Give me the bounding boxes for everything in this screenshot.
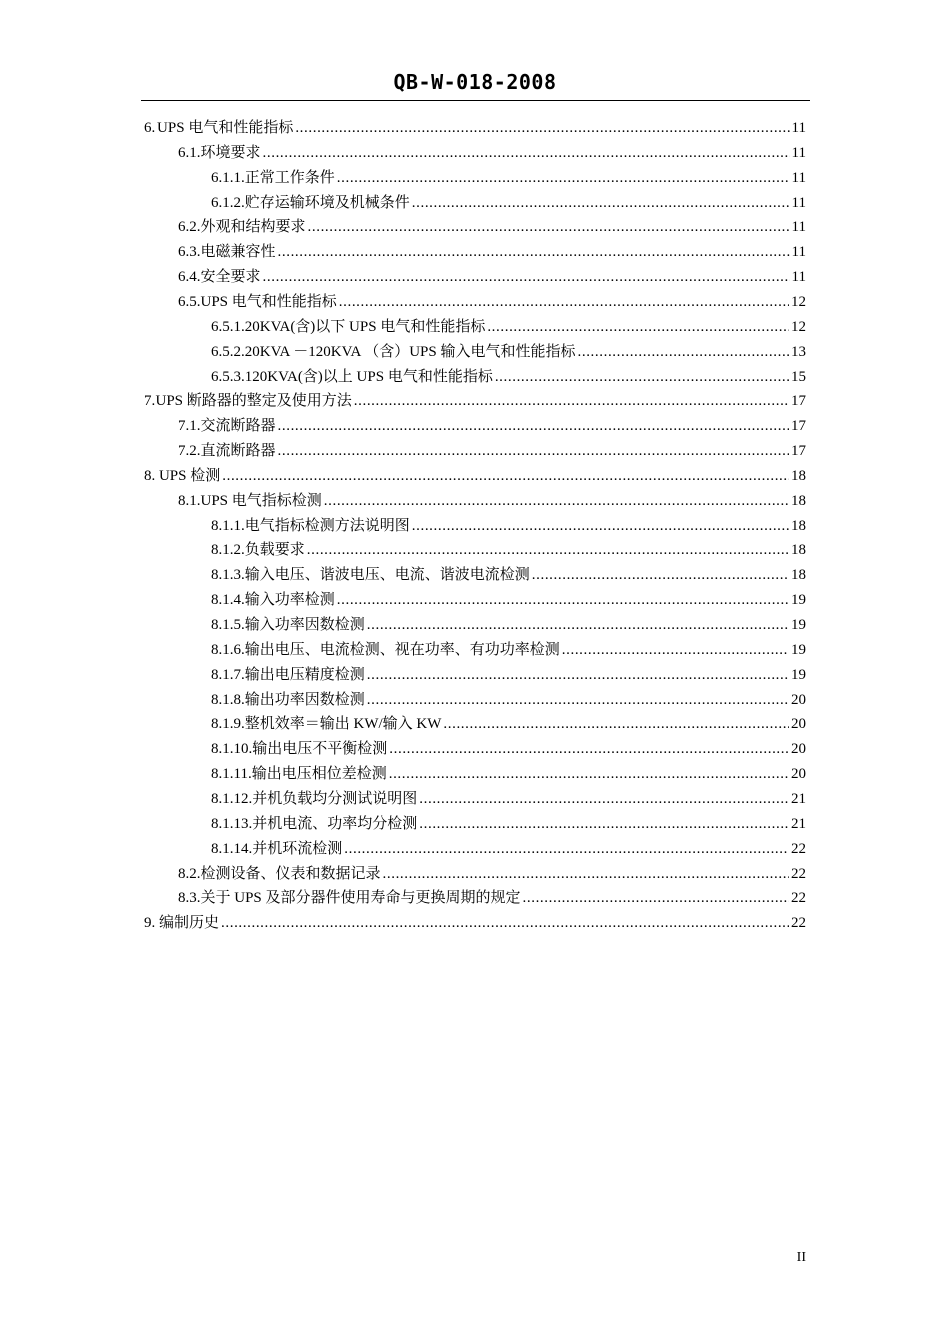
toc-entry-page: 22 <box>791 840 806 857</box>
toc-entry[interactable] <box>211 837 806 862</box>
toc-entry-number: 8.1.13. <box>211 815 253 832</box>
toc-entry[interactable] <box>178 265 806 290</box>
toc-entry-page: 20 <box>791 716 806 733</box>
toc-dot-leader <box>389 737 789 762</box>
toc-entry[interactable] <box>211 712 806 737</box>
toc-entry[interactable] <box>178 240 806 265</box>
toc-dot-leader <box>222 464 789 489</box>
toc-dot-leader <box>295 116 789 141</box>
toc-entry-page: 19 <box>791 666 806 683</box>
toc-entry-page: 19 <box>791 641 806 658</box>
toc-entry-title: 电磁兼容性 <box>200 244 276 261</box>
toc-entry-title: 并机环流检测 <box>252 840 343 857</box>
toc-entry-title: 输入电压、谐波电压、电流、谐波电流检测 <box>244 567 530 584</box>
toc-entry-page: 11 <box>791 144 806 161</box>
toc-entry-page: 11 <box>791 120 806 136</box>
toc-entry-page: 13 <box>791 343 806 360</box>
toc-dot-leader <box>337 588 789 613</box>
toc-dot-leader <box>308 215 790 240</box>
toc-entry-page: 15 <box>791 368 806 385</box>
toc-entry[interactable] <box>178 290 806 315</box>
toc-entry-number: 7.1. <box>178 418 201 435</box>
toc-entry-title: 交流断路器 <box>200 418 276 435</box>
toc-entry-title: UPS 电气和性能指标 <box>200 293 337 310</box>
toc-entry-title: 环境要求 <box>200 144 261 161</box>
toc-entry-title: 输出电压精度检测 <box>244 666 365 683</box>
toc-entry-number: 7.2. <box>178 443 201 460</box>
toc-entry-number: 8.1.5. <box>211 617 245 633</box>
toc-entry-number: 6.5.3. <box>211 368 245 385</box>
toc-entry-number: 8.1.8. <box>211 691 245 708</box>
toc-entry-number: 6.4. <box>178 269 201 286</box>
toc-entry-page: 11 <box>791 194 806 211</box>
toc-entry-page: 21 <box>791 790 806 807</box>
toc-entry-page: 17 <box>791 443 806 460</box>
toc-entry-number: 8.1.10. <box>211 741 253 758</box>
toc-dot-leader <box>412 191 790 216</box>
toc-entry[interactable] <box>144 464 806 489</box>
toc-entry-page: 22 <box>791 865 806 882</box>
toc-entry-title: 关于 UPS 及部分器件使用寿命与更换周期的规定 <box>200 890 521 907</box>
toc-entry[interactable] <box>144 116 806 141</box>
toc-dot-leader <box>383 862 789 887</box>
toc-entry-number: 6.1. <box>178 144 201 161</box>
toc-entry-number: 8.1.14. <box>211 840 253 857</box>
toc-entry-page: 19 <box>791 617 806 633</box>
toc-dot-leader <box>523 886 789 911</box>
toc-entry[interactable] <box>178 862 806 887</box>
toc-entry-number: 7. <box>144 393 156 410</box>
toc-dot-leader <box>278 414 789 439</box>
toc-dot-leader <box>337 166 790 191</box>
toc-entry-title: 检测设备、仪表和数据记录 <box>200 865 381 882</box>
toc-entry[interactable] <box>144 911 806 936</box>
toc-entry[interactable] <box>211 315 806 340</box>
toc-entry-number: 6.3. <box>178 244 201 261</box>
toc-entry-page: 11 <box>791 169 806 186</box>
toc-entry[interactable] <box>211 663 806 688</box>
toc-entry-title: 输入功率检测 <box>244 592 335 609</box>
toc-entry-title: 20KVA －120KVA （含）UPS 输入电气和性能指标 <box>244 343 576 360</box>
toc-entry-number: 6.2. <box>178 219 201 236</box>
toc-entry-page: 22 <box>791 890 806 907</box>
toc-dot-leader <box>487 315 789 340</box>
toc-entry-title: 输出电压相位差检测 <box>251 766 387 783</box>
toc-entry[interactable] <box>211 191 806 216</box>
toc-entry[interactable] <box>178 886 806 911</box>
toc-entry-title: 电气指标检测方法说明图 <box>244 517 410 534</box>
toc-entry[interactable] <box>211 812 806 837</box>
toc-entry[interactable] <box>211 688 806 713</box>
toc-entry-page: 12 <box>791 318 806 335</box>
toc-entry[interactable] <box>211 588 806 613</box>
toc-entry[interactable] <box>178 489 806 514</box>
toc-entry-number: 6.5. <box>178 293 201 310</box>
toc-entry-number: 6.5.1. <box>211 318 245 335</box>
toc-entry[interactable] <box>211 613 806 638</box>
toc-entry-page: 11 <box>791 269 806 286</box>
toc-entry-page: 20 <box>791 691 806 708</box>
toc-entry[interactable] <box>211 762 806 787</box>
toc-entry-number: 8. <box>144 467 156 484</box>
toc-dot-leader <box>278 240 790 265</box>
toc-dot-leader <box>443 712 789 737</box>
toc-entry-page: 12 <box>791 293 806 310</box>
toc-entry-title: 正常工作条件 <box>244 169 335 186</box>
toc-entry[interactable] <box>211 638 806 663</box>
toc-entry[interactable] <box>211 787 806 812</box>
toc-dot-leader <box>278 439 789 464</box>
document-code-header: QB-W-018-2008 <box>393 70 557 94</box>
toc-entry-title: 整机效率＝输出 KW/输入 KW <box>244 716 442 733</box>
toc-entry-title: 负载要求 <box>244 542 305 559</box>
toc-entry[interactable] <box>178 439 806 464</box>
toc-dot-leader <box>263 265 790 290</box>
toc-entry-number: 8.1.12. <box>211 790 253 807</box>
toc-entry[interactable] <box>211 365 806 390</box>
toc-dot-leader <box>495 365 789 390</box>
toc-entry-title: UPS 电气指标检测 <box>200 492 322 509</box>
toc-entry[interactable] <box>178 215 806 240</box>
toc-dot-leader <box>307 538 789 563</box>
toc-entry-page: 19 <box>791 592 806 609</box>
page-number: II <box>796 1250 806 1265</box>
toc-dot-leader <box>578 340 790 365</box>
toc-entry[interactable] <box>211 563 806 588</box>
toc-dot-leader <box>354 389 789 414</box>
toc-entry-number: 8.1.2. <box>211 542 245 559</box>
toc-entry[interactable] <box>211 737 806 762</box>
toc-entry-page: 17 <box>791 418 806 435</box>
toc-entry-page: 22 <box>791 915 806 932</box>
toc-dot-leader <box>419 787 789 812</box>
toc-entry-page: 18 <box>791 467 806 484</box>
toc-entry-page: 21 <box>791 815 806 832</box>
toc-entry-page: 18 <box>791 542 806 559</box>
toc-dot-leader <box>412 514 789 539</box>
toc-dot-leader <box>367 688 789 713</box>
toc-entry-number: 9. <box>144 915 156 932</box>
toc-entry[interactable] <box>211 166 806 191</box>
toc-entry-number: 8.1.3. <box>211 567 245 584</box>
toc-entry[interactable] <box>211 340 806 365</box>
toc-entry[interactable] <box>211 514 806 539</box>
toc-entry-number: 6. <box>144 120 156 136</box>
toc-dot-leader <box>562 638 789 663</box>
toc-entry-title: 输出电压、电流检测、视在功率、有功功率检测 <box>244 641 560 658</box>
toc-entry-title: 直流断路器 <box>200 443 276 460</box>
toc-entry-title: 输出功率因数检测 <box>244 691 365 708</box>
toc-entry-title: 编制历史 <box>159 915 220 932</box>
toc-entry-number: 8.2. <box>178 865 201 882</box>
toc-entry-title: UPS 电气和性能指标 <box>157 120 294 136</box>
toc-entry-page: 18 <box>791 492 806 509</box>
toc-entry-number: 8.1.1. <box>211 517 245 534</box>
toc-entry-number: 8.1.4. <box>211 592 245 609</box>
toc-entry-number: 8.3. <box>178 890 201 907</box>
toc-entry-title: 并机电流、功率均分检测 <box>252 815 418 832</box>
toc-dot-leader <box>367 663 789 688</box>
toc-entry-title: UPS 检测 <box>158 467 221 484</box>
toc-entry-page: 18 <box>791 567 806 584</box>
toc-dot-leader <box>324 489 789 514</box>
toc-entry-number: 8.1.9. <box>211 716 245 733</box>
toc-entry-number: 6.1.2. <box>211 194 245 211</box>
toc-entry-number: 6.5.2. <box>211 343 245 360</box>
toc-entry-title: 120KVA(含)以上 UPS 电气和性能指标 <box>244 368 493 385</box>
toc-dot-leader <box>263 141 790 166</box>
toc-entry-title: 并机负载均分测试说明图 <box>252 790 418 807</box>
toc-entry[interactable] <box>178 141 806 166</box>
toc-entry[interactable] <box>144 389 806 414</box>
toc-entry-page: 11 <box>791 219 806 236</box>
header-divider <box>141 100 810 101</box>
toc-entry-title: 贮存运输环境及机械条件 <box>244 194 410 211</box>
toc-entry-title: 安全要求 <box>200 269 261 286</box>
toc-entry-page: 11 <box>791 244 806 261</box>
toc-entry-page: 20 <box>791 741 806 758</box>
toc-dot-leader <box>419 812 789 837</box>
toc-entry-page: 17 <box>791 393 806 410</box>
toc-entry-title: 输入功率因数检测 <box>244 617 365 633</box>
toc-entry-number: 8.1.11. <box>211 766 252 783</box>
toc-entry-number: 8.1.7. <box>211 666 245 683</box>
toc-dot-leader <box>221 911 789 936</box>
toc-entry-number: 8.1. <box>178 492 201 509</box>
toc-dot-leader <box>339 290 789 315</box>
toc-entry[interactable] <box>211 538 806 563</box>
toc-entry-title: 20KVA(含)以下 UPS 电气和性能指标 <box>244 318 486 335</box>
toc-dot-leader <box>389 762 789 787</box>
toc-dot-leader <box>344 837 789 862</box>
toc-entry-title: 输出电压不平衡检测 <box>252 741 388 758</box>
toc-entry-title: 外观和结构要求 <box>200 219 306 236</box>
toc-entry[interactable] <box>178 414 806 439</box>
toc-entry-page: 20 <box>791 766 806 783</box>
toc-dot-leader <box>367 613 789 638</box>
toc-entry-number: 8.1.6. <box>211 641 245 658</box>
toc-entry-title: UPS 断路器的整定及使用方法 <box>155 393 352 410</box>
toc-entry-number: 6.1.1. <box>211 169 245 186</box>
toc-dot-leader <box>532 563 789 588</box>
toc-entry-page: 18 <box>791 517 806 534</box>
